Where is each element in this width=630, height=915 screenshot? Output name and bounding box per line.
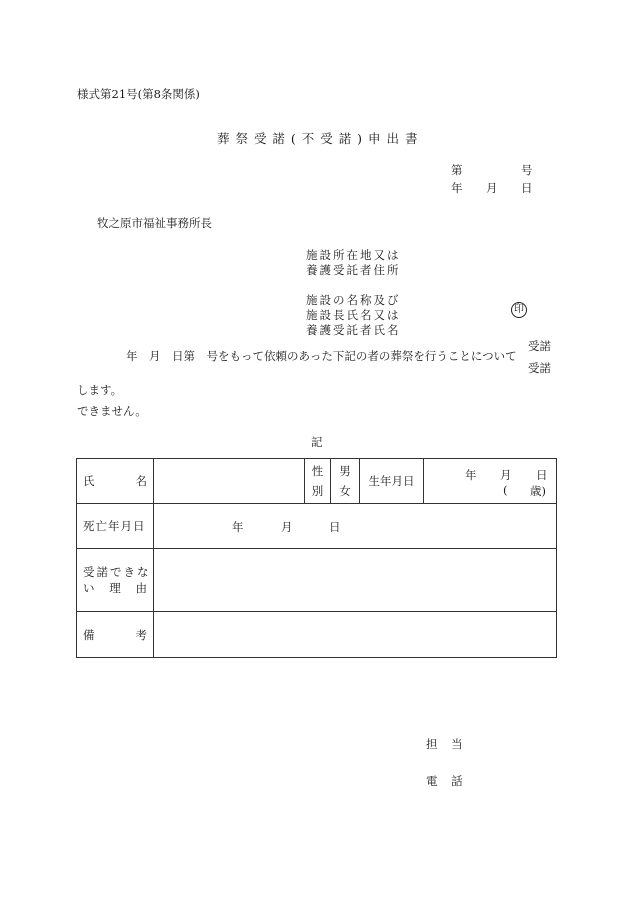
death-label-cell: [77, 504, 154, 549]
death-year: 年: [232, 520, 244, 534]
age-open: (: [503, 483, 508, 497]
option-accept-1: 受諾: [528, 339, 551, 353]
age-close: 歳): [530, 484, 546, 498]
reason-label-2c: 由: [135, 581, 147, 595]
table-row-death: [77, 504, 557, 549]
seal-mark: [511, 301, 527, 318]
doc-number-dai: 第: [451, 163, 463, 177]
line-dekimasen: できません。: [77, 404, 147, 418]
birth-month: 月: [500, 468, 512, 482]
applicant-address-label-2: 養護受託者住所: [306, 263, 401, 277]
seal-icon: 印: [511, 302, 527, 318]
name-value-cell[interactable]: [154, 459, 305, 504]
birth-day: 日: [536, 468, 548, 482]
request-sentence: 年 月 日第 号をもって依頼のあった下記の者の葬祭を行うことについて: [126, 349, 517, 363]
name-label-a: 氏: [83, 474, 95, 488]
document-title: 葬 祭 受 諾 ( 不 受 諾 ) 申 出 書: [217, 131, 419, 146]
doc-date-day: 日: [521, 181, 533, 195]
option-accept-2: 受諾: [528, 361, 551, 375]
name-label-b: 名: [135, 474, 147, 488]
remarks-label-cell: [77, 612, 154, 658]
deceased-info-table: [76, 458, 557, 658]
death-value-cell[interactable]: [154, 504, 557, 549]
reason-label-1: 受諾できな: [83, 565, 151, 579]
table-row-reason: [77, 549, 557, 612]
table-row-remarks: [77, 612, 557, 658]
sex-label-2: 別: [311, 484, 324, 498]
death-label: 死亡年月日: [83, 519, 146, 533]
remarks-label-a: 備: [83, 627, 95, 642]
ki-heading: 記: [311, 435, 323, 449]
name-label-cell: [77, 459, 154, 504]
reason-value-cell[interactable]: [154, 549, 557, 612]
reason-label-2b: 理: [109, 581, 121, 595]
applicant-name-label-2: 施設長氏名又は: [306, 308, 401, 322]
death-day: 日: [329, 520, 341, 534]
sex-option-male: 男: [339, 464, 351, 478]
sex-option-female: 女: [339, 484, 351, 498]
remarks-label-b: 考: [135, 627, 147, 642]
sex-label-cell: [305, 459, 331, 504]
applicant-name-label-1: 施設の名称及び: [306, 293, 401, 307]
addressee: 牧之原市福祉事務所長: [97, 216, 212, 230]
doc-number-go: 号: [521, 163, 533, 177]
birth-value-cell[interactable]: [424, 459, 557, 504]
form-number-label: 様式第21号(第8条関係): [77, 87, 200, 101]
doc-date-year: 年: [451, 181, 463, 195]
remarks-value-cell[interactable]: [154, 612, 557, 658]
doc-date-month: 月: [486, 181, 498, 195]
reason-label-2a: い: [83, 581, 95, 595]
reason-label-cell: [77, 549, 154, 612]
line-shimasu: します。: [77, 383, 123, 397]
applicant-address-label-1: 施設所在地又は: [306, 248, 401, 262]
sex-options-cell[interactable]: [331, 459, 360, 504]
table-row-name: [77, 459, 557, 504]
birth-year: 年: [465, 468, 477, 482]
birth-label: 生年月日: [368, 474, 415, 488]
tanto-label: 担 当: [426, 737, 468, 751]
denwa-label: 電 話: [426, 774, 468, 788]
sex-label-1: 性: [311, 464, 324, 478]
birth-label-cell: [360, 459, 424, 504]
death-month: 月: [281, 520, 293, 534]
applicant-name-label-3: 養護受託者氏名: [306, 323, 401, 337]
